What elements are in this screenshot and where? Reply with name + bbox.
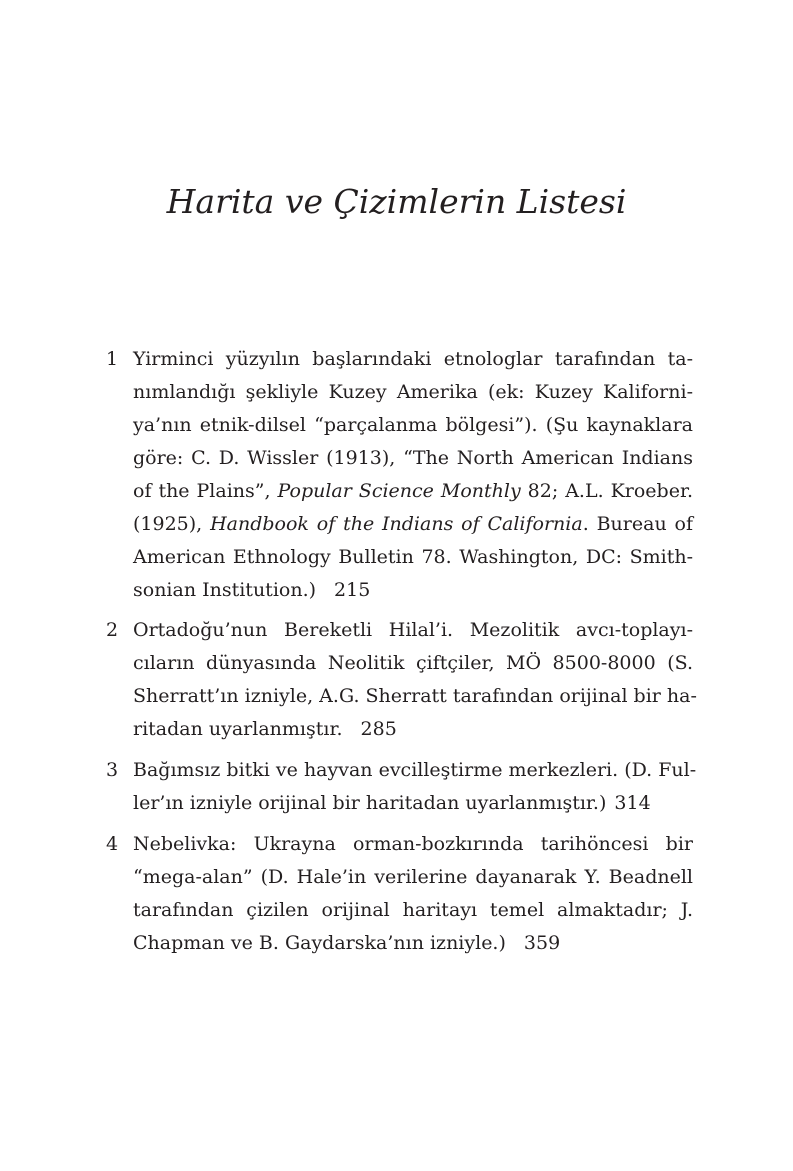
entry-line [133, 574, 693, 607]
page-title: Harita ve Çizimlerin Listesi [166, 182, 627, 221]
list-item [106, 828, 693, 960]
entry-line: Ortadoğu’nun Bereketli Hilal’i. Mezolitik avcı-toplayı- [133, 619, 693, 641]
entry-number: 3 [106, 759, 119, 781]
list-item [106, 343, 693, 607]
entry-line: Nebelivka: Ukrayna orman-bozkırında tarihöncesi bir [133, 833, 693, 855]
entry-line: tarafından çizilen orijinal haritayı temel almaktadır; J. [133, 899, 693, 921]
list-item [106, 614, 697, 746]
page-number: 285 [360, 718, 397, 740]
entry-line [133, 475, 693, 508]
entry-text: ler’ın izniyle orijinal bir haritadan uyarlanmıştır.) [133, 792, 607, 814]
entry-line: Yirminci yüzyılın başlarındaki etnologlar tarafından ta- [133, 348, 693, 370]
entry-text: (1925), [133, 513, 211, 535]
list-item [106, 754, 697, 820]
entry-line [133, 927, 693, 960]
entry-text: of the Plains”, [133, 480, 278, 502]
page-number: 215 [334, 579, 371, 601]
entry-text: Chapman ve B. Gaydarska’nın izniyle.) [133, 932, 506, 954]
entry-line: “mega-alan” (D. Hale’in verilerine dayanarak Y. Beadnell [133, 866, 693, 888]
entry-text: ritadan uyarlanmıştır. [133, 718, 343, 740]
book-title: Handbook of the Indians of California [210, 513, 583, 535]
entry-line [133, 713, 693, 746]
entry-text: sonian Institution.) [133, 579, 317, 601]
entry-line: American Ethnology Bulletin 78. Washington, DC: Smith- [133, 546, 693, 568]
entry-line: ya’nın etnik-dilsel “parçalanma bölgesi”). (Şu kaynaklara [133, 414, 693, 436]
entry-line: Sherratt’ın izniyle, A.G. Sherratt tarafından orijinal bir ha- [133, 685, 697, 707]
entry-number: 4 [106, 833, 119, 855]
entry-text: 82; A.L. Kroeber. [520, 480, 693, 502]
entry-number: 1 [106, 348, 119, 370]
entry-number: 2 [106, 619, 119, 641]
entry-line: cıların dünyasında Neolitik çiftçiler, MÖ 8500-8000 (S. [133, 652, 693, 674]
entry-line [133, 508, 693, 541]
page-number: 314 [614, 792, 651, 814]
entry-line: Bağımsız bitki ve hayvan evcilleştirme merkezleri. (D. Ful- [133, 759, 697, 781]
journal-title: Popular Science Monthly [277, 480, 521, 502]
entry-line: nımlandığı şekliyle Kuzey Amerika (ek: Kuzey Kaliforni- [133, 381, 693, 403]
page-number: 359 [523, 932, 561, 954]
entry-line [133, 787, 693, 820]
entry-line: göre: C. D. Wissler (1913), “The North American Indians [133, 447, 693, 469]
entry-text: . Bureau of [582, 513, 693, 535]
